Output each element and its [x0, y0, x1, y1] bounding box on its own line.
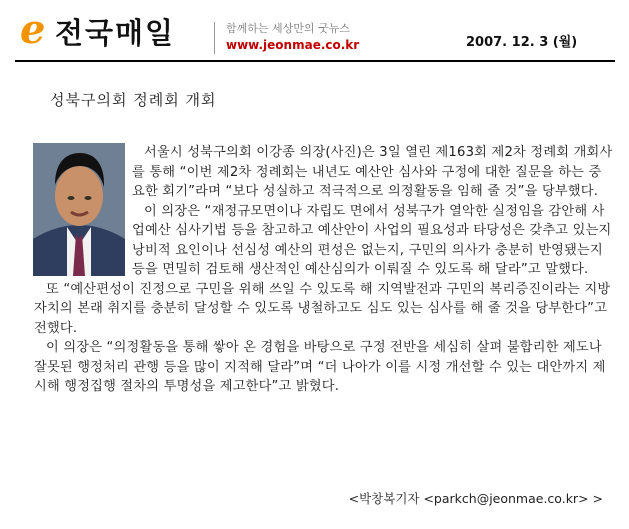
newspaper-logo: 전국매일	[55, 16, 176, 50]
header-rule	[15, 60, 615, 62]
newspaper-slogan: 함께하는 세상만의 굿뉴스	[226, 22, 350, 35]
photo-space	[34, 143, 132, 277]
paragraph-4: 이 의장은 “의정활동을 통해 쌓아 온 경험을 바탕으로 구정 전반을 세심히 살펴 불합리한 제도나 잘못된 행정처리 관행 등을 많이 지적해 달라”며 “더 나아가 이를 시정 개선할 수 있는 대안까지 제시해 행정집행 절차의 투명성을 제고한다”고 밝혔다.	[34, 340, 606, 394]
newspaper-header	[0, 0, 629, 64]
article-body	[34, 143, 614, 397]
publication-date: 2007. 12. 3 (월)	[466, 35, 578, 50]
article-title: 성북구의회 정례회 개회	[50, 91, 217, 109]
paragraph-1: 서울시 성북구의회 이강종 의장(사진)은 3일 열린 제163회 제2차 정례회 개회사를 통해 “이번 제2차 정례회는 내년도 예산안 심사와 구정에 대한 질문을 하는 중요한 회기”라며 “보다 성실하고 적극적으로 의정활동을 임해 줄 것”을 당부했다.	[132, 145, 613, 199]
paragraph-3: 또 “예산편성이 진정으로 구민을 위해 쓰일 수 있도록 해 지역발전과 구민의 복리증진이라는 지방자치의 본래 취지를 충분히 달성할 수 있도록 냉철하고도 심도 있는 심사를 해 줄 것을 당부한다”고 전했다.	[34, 281, 611, 336]
paragraph-2: 이 의장은 “재정규모면이나 자립도 면에서 성북구가 열악한 실정임을 감안해 사업예산 심사기법 등을 참고하고 예산안이 사업의 필요성과 타당성은 갖추고 있는지 낭비적 요인이나 선심성 예산의 편성은 없는지, 구민의 의사가 충분히 반영됐는지 등을 면밀히 검토해 생산적인 예산심의가 이뤄질 수 있도록 해 달라”고 말했다.	[132, 203, 612, 277]
logo-divider	[214, 22, 215, 54]
logo-e-icon: e	[20, 6, 46, 53]
website-url[interactable]: www.jeonmae.co.kr	[226, 38, 360, 52]
byline: <박창복기자 <parkch@jeonmae.co.kr> >	[348, 491, 603, 506]
